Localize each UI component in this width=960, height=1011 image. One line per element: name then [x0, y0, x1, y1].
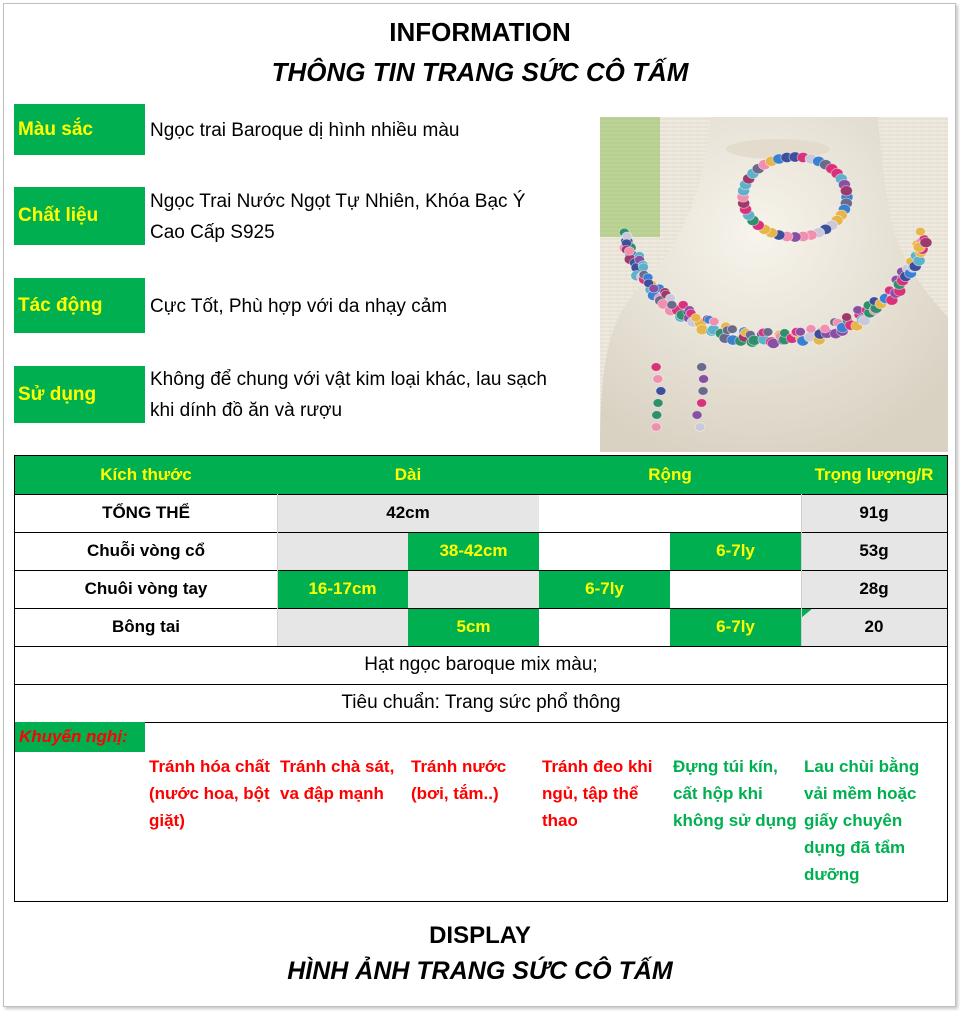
table-header-size: Kích thước [15, 456, 277, 494]
info-label-usage: Sử dụng [14, 366, 145, 423]
size-table [14, 455, 948, 902]
table-cell-length: 38-42cm [408, 532, 539, 570]
note-standard: Tiêu chuẩn: Trang sức phổ thông [341, 692, 621, 713]
table-cell-width: 6-7ly [670, 608, 801, 646]
info-label-effect: Tác động [14, 278, 145, 333]
recommend-item: Đựng túi kín, cất hộp khi không sử dụng [673, 757, 797, 830]
info-label-color: Màu sắc [14, 104, 145, 155]
table-cell-length: 16-17cm [277, 570, 408, 608]
table-cell-width [539, 494, 801, 532]
info-value-material: Ngọc Trai Nước Ngọt Tự Nhiên, Khóa Bạc Ý Cao Cấp S925 [150, 191, 526, 243]
page-title: INFORMATION [389, 17, 571, 47]
table-cell-empty [539, 532, 670, 570]
table-cell-weight: 28g [801, 570, 947, 608]
product-photo [600, 117, 948, 452]
table-cell-width: 6-7ly [539, 570, 670, 608]
recommend-item: Tránh chà sát, va đập mạnh [280, 757, 395, 803]
table-row-label: Chuỗi vòng cổ [86, 541, 206, 560]
table-cell-weight: 53g [801, 532, 947, 570]
table-row-label: Bông tai [112, 617, 180, 636]
table-cell-empty [277, 532, 408, 570]
info-value-effect: Cực Tốt, Phù hợp với da nhạy cảm [150, 296, 448, 317]
page-subtitle: THÔNG TIN TRANG SỨC CÔ TẤM [271, 57, 689, 87]
note-beads: Hạt ngọc baroque mix màu; [364, 654, 598, 675]
table-row-label: Chuôi vòng tay [84, 579, 208, 598]
info-value-color: Ngọc trai Baroque dị hình nhiều màu [150, 120, 460, 141]
display-subtitle: HÌNH ẢNH TRANG SỨC CÔ TẤM [287, 957, 673, 985]
recommend-item: Tránh đeo khi ngủ, tập thể thao [542, 757, 653, 830]
recommend-label: Khuyến nghị: [15, 722, 145, 752]
table-cell-length: 5cm [408, 608, 539, 646]
table-row-label: TỔNG THỂ [102, 503, 190, 522]
table-header-length: Dài [277, 456, 539, 494]
recommend-item: Tránh nước (bơi, tắm..) [411, 757, 507, 803]
table-cell-weight: 91g [801, 494, 947, 532]
info-value-usage: Không để chung với vật kim loại khác, lau sạch khi dính đồ ăn và rượu [150, 369, 547, 421]
table-cell-empty [670, 570, 801, 608]
table-cell-empty [408, 570, 539, 608]
table-header-width: Rộng [539, 456, 801, 494]
recommend-item: Tránh hóa chất (nước hoa, bột giặt) [149, 757, 270, 830]
info-label-material: Chất liệu [14, 187, 145, 245]
table-cell-width: 6-7ly [670, 532, 801, 570]
table-cell-empty [277, 608, 408, 646]
table-cell-empty [539, 608, 670, 646]
table-header-weight: Trọng lượng/R [801, 456, 947, 494]
table-cell-length: 42cm [277, 494, 539, 532]
display-title: DISPLAY [429, 922, 531, 949]
recommend-item: Lau chùi bằng vải mềm hoặc giấy chuyên dụng đã tẩm dưỡng [804, 757, 920, 884]
table-cell-weight: 20 [801, 608, 947, 646]
comment-marker-icon [801, 608, 813, 618]
